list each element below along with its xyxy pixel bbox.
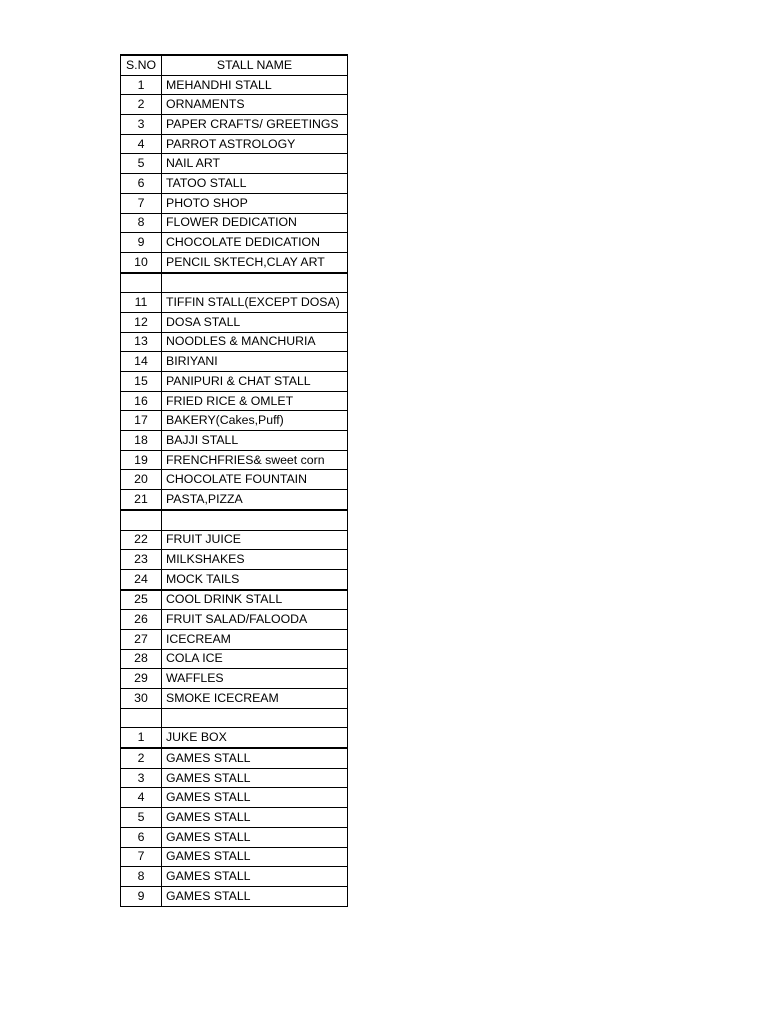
stall-name-cell: GAMES STALL: [162, 748, 348, 768]
stall-name-cell: FRUIT JUICE: [162, 530, 348, 550]
stall-name-cell: PAPER CRAFTS/ GREETINGS: [162, 115, 348, 135]
table-row: [121, 669, 348, 689]
stall-name-cell: GAMES STALL: [162, 788, 348, 808]
serial-number-cell: 30: [121, 689, 162, 709]
serial-number-cell: 7: [121, 193, 162, 213]
stall-name-cell: GAMES STALL: [162, 867, 348, 887]
stall-name-cell: CHOCOLATE FOUNTAIN: [162, 470, 348, 490]
serial-number-cell: 13: [121, 332, 162, 352]
stall-name-cell: [162, 708, 348, 728]
serial-number-cell: 15: [121, 372, 162, 392]
table-row: [121, 252, 348, 272]
stall-name-cell: TIFFIN STALL(EXCEPT DOSA): [162, 293, 348, 313]
serial-number-cell: 4: [121, 134, 162, 154]
serial-number-cell: 9: [121, 886, 162, 906]
stall-name-cell: TATOO STALL: [162, 174, 348, 194]
table-row: [121, 847, 348, 867]
stall-name-cell: GAMES STALL: [162, 886, 348, 906]
table-row: [121, 530, 348, 550]
stall-name-cell: CHOCOLATE DEDICATION: [162, 233, 348, 253]
stall-name-cell: FLOWER DEDICATION: [162, 213, 348, 233]
stall-name-cell: GAMES STALL: [162, 768, 348, 788]
serial-number-cell: 16: [121, 391, 162, 411]
stall-name-cell: FRUIT SALAD/FALOODA: [162, 610, 348, 630]
stall-name-cell: PENCIL SKTECH,CLAY ART: [162, 252, 348, 272]
serial-number-cell: 5: [121, 154, 162, 174]
table-row: [121, 213, 348, 233]
serial-number-cell: 6: [121, 827, 162, 847]
serial-number-cell: 10: [121, 252, 162, 272]
blank-separator-row: [121, 273, 348, 293]
stall-name-cell: MOCK TAILS: [162, 569, 348, 589]
stall-name-cell: NAIL ART: [162, 154, 348, 174]
table-row: [121, 689, 348, 709]
table-row: [121, 748, 348, 768]
serial-number-cell: 8: [121, 213, 162, 233]
serial-number-cell: 1: [121, 728, 162, 748]
table-row: [121, 411, 348, 431]
stall-name-cell: FRENCHFRIES& sweet corn: [162, 450, 348, 470]
serial-number-cell: 1: [121, 75, 162, 95]
table-row: [121, 470, 348, 490]
serial-number-cell: 2: [121, 95, 162, 115]
stall-name-cell: COOL DRINK STALL: [162, 590, 348, 610]
stall-name-cell: BAJJI STALL: [162, 431, 348, 451]
stall-name-cell: BIRIYANI: [162, 352, 348, 372]
stall-name-cell: FRIED RICE & OMLET: [162, 391, 348, 411]
table-row: [121, 610, 348, 630]
table-row: [121, 193, 348, 213]
table-row: [121, 649, 348, 669]
sno-header: S.NO: [121, 55, 162, 75]
stall-name-cell: DOSA STALL: [162, 312, 348, 332]
table-row: [121, 569, 348, 589]
table-row: [121, 233, 348, 253]
table-row: [121, 827, 348, 847]
stall-name-header: STALL NAME: [162, 55, 348, 75]
table-row: [121, 550, 348, 570]
serial-number-cell: 14: [121, 352, 162, 372]
table-row: [121, 886, 348, 906]
serial-number-cell: 27: [121, 629, 162, 649]
table-row: [121, 768, 348, 788]
stall-name-cell: GAMES STALL: [162, 808, 348, 828]
serial-number-cell: 21: [121, 490, 162, 510]
stall-name-cell: PHOTO SHOP: [162, 193, 348, 213]
serial-number-cell: 19: [121, 450, 162, 470]
serial-number-cell: 26: [121, 610, 162, 630]
table-row: [121, 372, 348, 392]
stall-name-cell: ORNAMENTS: [162, 95, 348, 115]
stall-name-cell: ICECREAM: [162, 629, 348, 649]
stall-name-cell: MILKSHAKES: [162, 550, 348, 570]
stall-name-cell: [162, 273, 348, 293]
table-row: [121, 154, 348, 174]
serial-number-cell: [121, 273, 162, 293]
serial-number-cell: 3: [121, 115, 162, 135]
serial-number-cell: 12: [121, 312, 162, 332]
serial-number-cell: [121, 708, 162, 728]
blank-separator-row: [121, 708, 348, 728]
stall-name-cell: JUKE BOX: [162, 728, 348, 748]
serial-number-cell: 28: [121, 649, 162, 669]
table-row: [121, 95, 348, 115]
table-header-row: [121, 55, 348, 75]
stall-name-cell: WAFFLES: [162, 669, 348, 689]
serial-number-cell: 22: [121, 530, 162, 550]
table-row: [121, 788, 348, 808]
serial-number-cell: 25: [121, 590, 162, 610]
serial-number-cell: 4: [121, 788, 162, 808]
serial-number-cell: 20: [121, 470, 162, 490]
serial-number-cell: 23: [121, 550, 162, 570]
table-row: [121, 312, 348, 332]
stall-name-cell: SMOKE ICECREAM: [162, 689, 348, 709]
stall-table-body: [121, 75, 348, 906]
serial-number-cell: 3: [121, 768, 162, 788]
table-row: [121, 391, 348, 411]
table-row: [121, 867, 348, 887]
table-row: [121, 590, 348, 610]
table-row: [121, 134, 348, 154]
table-row: [121, 450, 348, 470]
table-row: [121, 808, 348, 828]
stall-name-cell: PASTA,PIZZA: [162, 490, 348, 510]
stall-name-cell: MEHANDHI STALL: [162, 75, 348, 95]
table-row: [121, 431, 348, 451]
stall-list-sheet: [120, 54, 348, 907]
blank-separator-row: [121, 510, 348, 530]
stall-name-cell: GAMES STALL: [162, 847, 348, 867]
serial-number-cell: [121, 510, 162, 530]
stall-name-cell: PARROT ASTROLOGY: [162, 134, 348, 154]
serial-number-cell: 11: [121, 293, 162, 313]
serial-number-cell: 9: [121, 233, 162, 253]
table-row: [121, 174, 348, 194]
serial-number-cell: 24: [121, 569, 162, 589]
serial-number-cell: 8: [121, 867, 162, 887]
stall-name-cell: GAMES STALL: [162, 827, 348, 847]
table-row: [121, 352, 348, 372]
table-row: [121, 293, 348, 313]
serial-number-cell: 29: [121, 669, 162, 689]
serial-number-cell: 7: [121, 847, 162, 867]
stall-table: [120, 54, 348, 907]
serial-number-cell: 17: [121, 411, 162, 431]
table-row: [121, 75, 348, 95]
table-row: [121, 490, 348, 510]
serial-number-cell: 18: [121, 431, 162, 451]
stall-name-cell: BAKERY(Cakes,Puff): [162, 411, 348, 431]
stall-name-cell: [162, 510, 348, 530]
serial-number-cell: 5: [121, 808, 162, 828]
table-row: [121, 115, 348, 135]
serial-number-cell: 6: [121, 174, 162, 194]
stall-name-cell: COLA ICE: [162, 649, 348, 669]
stall-name-cell: PANIPURI & CHAT STALL: [162, 372, 348, 392]
table-row: [121, 728, 348, 748]
table-row: [121, 629, 348, 649]
serial-number-cell: 2: [121, 748, 162, 768]
table-row: [121, 332, 348, 352]
stall-name-cell: NOODLES & MANCHURIA: [162, 332, 348, 352]
